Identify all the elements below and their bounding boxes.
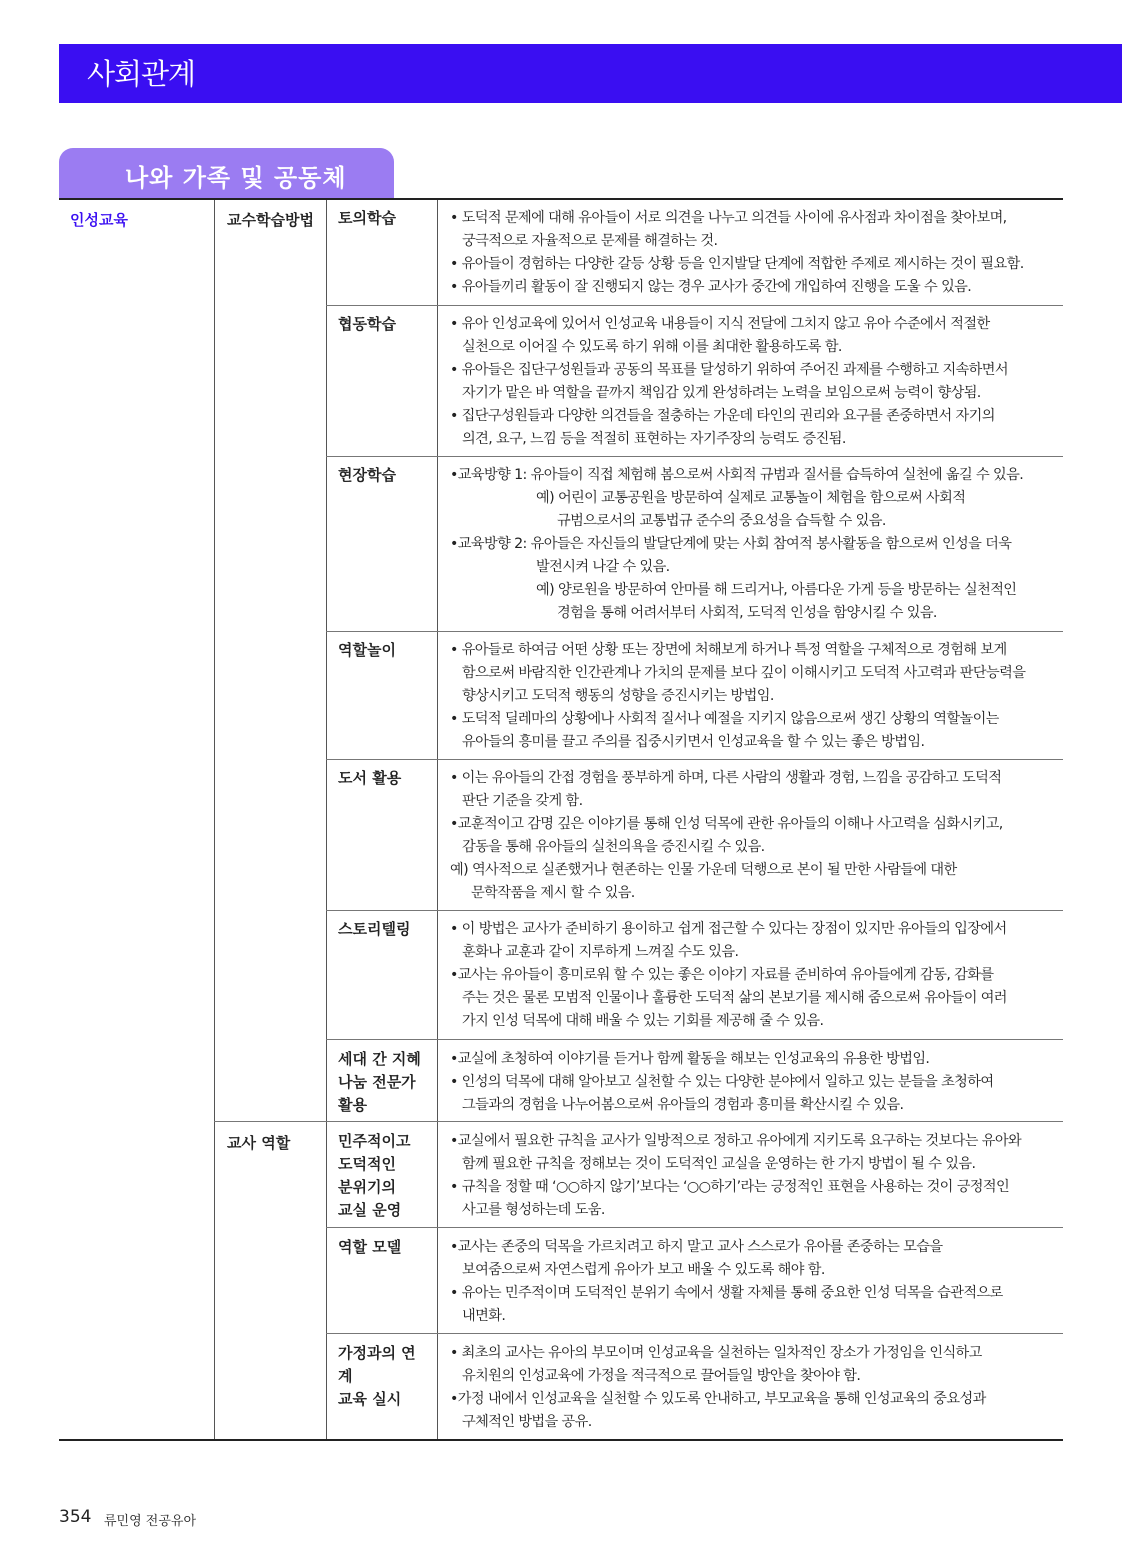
content-line: 주는 것은 물론 모범적 인물이나 훌륭한 도덕적 삶의 본보기를 제시해 줌으로써 유아들이 여러 [462,990,1007,1006]
row-title-line: 도덕적인 [338,1155,396,1173]
row-divider [326,759,1063,760]
row-title [338,1130,428,1222]
content-line: 실천으로 이어질 수 있도록 하기 위해 이를 최대한 활용하도록 함. [462,339,842,355]
row-title-line: 현장학습 [338,466,396,484]
content-line: • 유아들로 하여금 어떤 상황 또는 장면에 처해보게 하거나 특정 역할을 구체적으로 경험해 보게 [450,642,1007,658]
row-content [450,464,1058,625]
row-title-line: 협동학습 [338,315,396,333]
row-title-line: 교실 운영 [338,1201,402,1219]
content-line: 유치원의 인성교육에 가정을 적극적으로 끌어들일 방안을 찾아야 함. [462,1368,861,1384]
row-title [338,1342,428,1411]
table-top-rule [59,198,1063,200]
content-line: •교실에 초청하여 이야기를 듣거나 함께 활동을 해보는 인성교육의 유용한 방법임. [450,1051,930,1067]
row-content [450,1342,1058,1434]
content-line: 사고를 형성하는데 도움. [462,1202,605,1218]
content-line: •교육방향 1: 유아들이 직접 체험해 봄으로써 사회적 규범과 질서를 습득하여 실천에 옮길 수 있음. [450,467,1024,483]
row-title [338,1048,428,1117]
content-line: 감동을 통해 유아들의 실천의욕을 증진시킬 수 있음. [462,839,765,855]
content-line: 함께 필요한 규칙을 정해보는 것이 도덕적인 교실을 운영하는 한 가지 방법이 될 수 있음. [462,1156,976,1172]
content-line: •가정 내에서 인성교육을 실천할 수 있도록 안내하고, 부모교육을 통해 인성교육의 중요성과 [450,1391,986,1407]
content-line: 함으로써 바람직한 인간관계나 가치의 문제를 보다 깊이 이해시키고 도덕적 사고력과 판단능력을 [462,665,1026,681]
content-line: • 유아들끼리 활동이 잘 진행되지 않는 경우 교사가 중간에 개입하여 진행을 도울 수 있음. [450,279,972,295]
content-line: • 인성의 덕목에 대해 알아보고 실천할 수 있는 다양한 분야에서 일하고 있는 분들을 초청하여 [450,1074,994,1090]
content-line: 자기가 맡은 바 역할을 끝까지 책임감 있게 완성하려는 노력을 보임으로써 능력이 향상됨. [462,385,981,401]
row-title [338,1236,428,1259]
row-title [338,918,428,941]
row-content [450,918,1058,1033]
content-line: 예) 역사적으로 실존했거나 현존하는 인물 가운데 덕행으로 본이 될 만한 사람들에 대한 [450,862,957,878]
col-divider [437,200,438,1439]
content-line: 예) 어린이 교통공원을 방문하여 실제로 교통놀이 체험을 함으로써 사회적 [536,490,966,506]
content-line: • 최초의 교사는 유아의 부모이며 인성교육을 실천하는 일차적인 장소가 가정임을 인식하고 [450,1345,982,1361]
content-line: •교훈적이고 감명 깊은 이야기를 통해 인성 덕목에 관한 유아들의 이해나 사고력을 심화시키고, [450,816,1003,832]
page-number: 354 [59,1507,92,1527]
book-title: 류민영 전공유아 [104,1514,197,1529]
col-divider [214,200,215,1439]
row-divider [326,1039,1063,1040]
content-line: 의견, 요구, 느낌 등을 적절히 표현하는 자기주장의 능력도 증진됨. [462,431,846,447]
row-title-line: 역할놀이 [338,641,396,659]
content-line: 문학작품을 제시 할 수 있음. [471,885,635,901]
chapter-tab [59,148,394,198]
content-line: 내면화. [462,1308,506,1324]
row-title-line: 교육 실시 [338,1390,402,1408]
content-line: • 도덕적 문제에 대해 유아들이 서로 의견을 나누고 의견들 사이에 유사점과 차이점을 찾아보며, [450,210,1007,226]
row-divider [326,631,1063,632]
row-title-line: 토의학습 [338,209,396,227]
row-title-line: 분위기의 [338,1178,396,1196]
content-line: • 유아들은 집단구성원들과 공동의 목표를 달성하기 위하여 주어진 과제를 수행하고 지속하면서 [450,362,1008,378]
content-line: • 유아는 민주적이며 도덕적인 분위기 속에서 생활 자체를 통해 중요한 인성 덕목을 습관적으로 [450,1285,1003,1301]
content-line: •교사는 유아들이 흥미로워 할 수 있는 좋은 이야기 자료를 준비하여 유아들에게 감동, 감화를 [450,967,994,983]
category-label: 인성교육 [70,211,128,229]
row-title-line: 스토리텔링 [338,920,411,938]
row-title [338,207,428,230]
row-title-line: 역할 모델 [338,1238,402,1256]
content-line: • 이 방법은 교사가 준비하기 용이하고 쉽게 접근할 수 있다는 장점이 있지만 유아들의 입장에서 [450,921,1007,937]
row-content [450,1130,1058,1222]
content-line: •교사는 존중의 덕목을 가르치려고 하지 말고 교사 스스로가 유아를 존중하는 모습을 [450,1239,943,1255]
row-title-line: 나눔 전문가 [338,1073,416,1091]
row-title-line: 민주적이고 [338,1132,411,1150]
row-title [338,313,428,336]
content-line: • 유아들이 경험하는 다양한 갈등 상황 등을 인지발달 단계에 적합한 주제로 제시하는 것이 필요함. [450,256,1024,272]
row-title-line: 활용 [338,1096,367,1114]
row-divider [326,1333,1063,1334]
content-line: • 유아 인성교육에 있어서 인성교육 내용들이 지식 전달에 그치지 않고 유아 수준에서 적절한 [450,316,990,332]
row-divider [326,305,1063,306]
row-title-line: 가정과의 연계 [338,1344,416,1385]
row-title [338,464,428,487]
row-divider [214,1121,1063,1122]
content-line: •교실에서 필요한 규칙을 교사가 일방적으로 정하고 유아에게 지키도록 요구하는 것보다는 유아와 [450,1133,1022,1149]
content-line: • 도덕적 딜레마의 상황에나 사회적 질서나 예절을 지키지 않음으로써 생긴 상황의 역할놀이는 [450,711,999,727]
content-line: •교육방향 2: 유아들은 자신들의 발달단계에 맞는 사회 참여적 봉사활동을 함으로써 인성을 더욱 [450,536,1012,552]
content-line: 예) 양로원을 방문하여 안마를 해 드리거나, 아름다운 가게 등을 방문하는 실천적인 [536,582,1017,598]
chapter-title: 나와 가족 및 공동체 [125,163,347,192]
row-divider [326,1227,1063,1228]
content-line: 경험을 통해 어려서부터 사회적, 도덕적 인성을 함양시킬 수 있음. [557,605,937,621]
row-content [450,1236,1058,1328]
content-line: 판단 기준을 갖게 함. [462,793,583,809]
content-line: 향상시키고 도덕적 행동의 성향을 증진시키는 방법임. [462,688,774,704]
content-line: 궁극적으로 자율적으로 문제를 해결하는 것. [462,233,718,249]
row-divider [326,456,1063,457]
content-line: 가지 인성 덕목에 대해 배울 수 있는 기회를 제공해 줄 수 있음. [462,1013,824,1029]
col-divider [326,200,327,1439]
row-title-line: 세대 간 지혜 [338,1050,421,1068]
row-divider [326,910,1063,911]
row-title-line: 도서 활용 [338,769,402,787]
content-line: 유아들의 흥미를 끌고 주의를 집중시키면서 인성교육을 할 수 있는 좋은 방법임. [462,734,925,750]
row-title [338,767,428,790]
row-title [338,639,428,662]
row-content [450,313,1058,451]
table-bottom-rule [59,1439,1063,1441]
row-content [450,207,1058,299]
content-line: 규범으로서의 교통법규 준수의 중요성을 습득할 수 있음. [557,513,886,529]
row-content [450,639,1058,754]
row-content [450,767,1058,905]
row-content [450,1048,1058,1117]
content-line: • 집단구성원들과 다양한 의견들을 절충하는 가운데 타인의 권리와 요구를 존중하면서 자기의 [450,408,995,424]
content-line: • 이는 유아들의 간접 경험을 풍부하게 하며, 다른 사람의 생활과 경험, 느낌을 공감하고 도덕적 [450,770,1002,786]
content-line: 훈화나 교훈과 같이 지루하게 느껴질 수도 있음. [462,944,739,960]
section-banner [59,44,1122,103]
content-line: • 규칙을 정할 때 ‘○○하지 않기’보다는 ‘○○하기’라는 긍정적인 표현을 사용하는 것이 긍정적인 [450,1179,1010,1195]
group-label-teacher-role: 교사 역할 [227,1134,291,1152]
content-line: 구체적인 방법을 공유. [462,1414,592,1430]
content-line: 그들과의 경험을 나누어봄으로써 유아들의 경험과 흥미를 확산시킬 수 있음. [462,1097,904,1113]
section-title: 사회관계 [87,57,196,91]
group-label-methods: 교수학습방법 [227,211,314,229]
content-line: 보여줌으로써 자연스럽게 유아가 보고 배울 수 있도록 해야 함. [462,1262,825,1278]
content-line: 발전시켜 나갈 수 있음. [536,559,670,575]
